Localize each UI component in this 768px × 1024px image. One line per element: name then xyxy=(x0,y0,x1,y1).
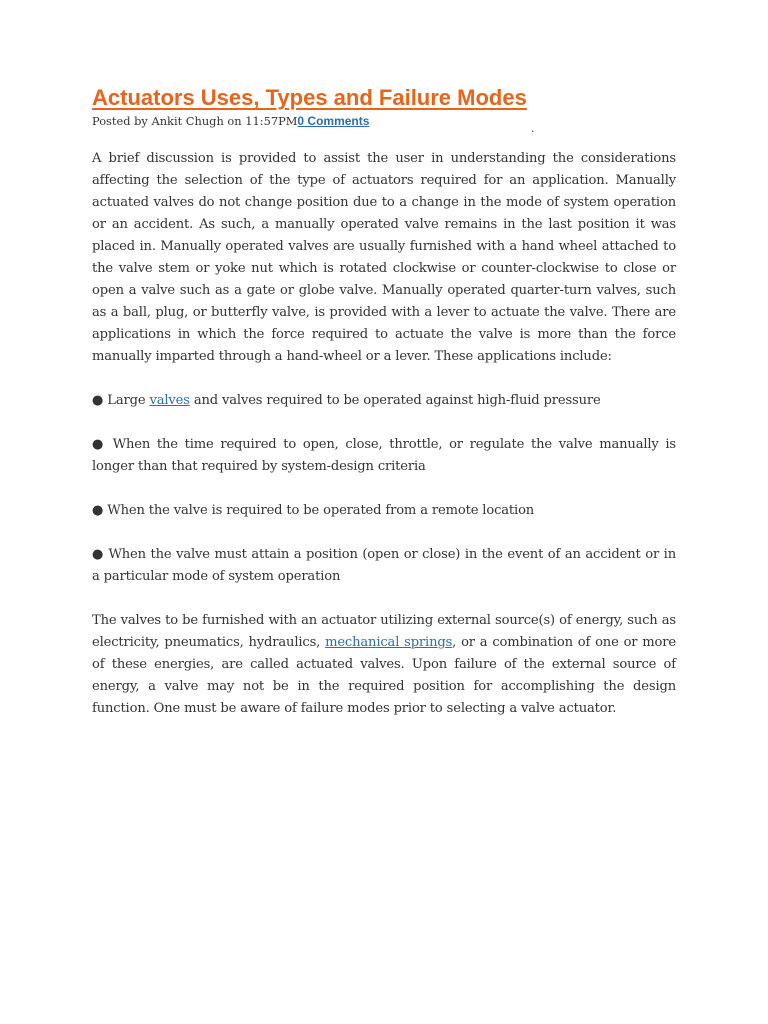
bullet-accident-position: ● When the valve must attain a position (open or close) in the event of an accident or in a particular mode of system operation xyxy=(92,547,676,584)
closing-paragraph xyxy=(92,610,676,720)
comments-link[interactable]: 0 Comments xyxy=(297,114,370,128)
valves-link[interactable]: valves xyxy=(149,393,190,408)
byline-dot: . xyxy=(531,122,535,135)
closing-after: , or a combination of one or more of these energies, are called actuated valves. Upon failure of the external source of energy, a valve may not be in the required position for accomplishing the design function. One must be aware of failure modes prior to selecting a valve actuator. xyxy=(92,635,677,716)
closing-before: The valves to be furnished with an actuator utilizing external source(s) of energy, such as electricity, pneumatics, hydraulics, xyxy=(92,613,676,650)
article xyxy=(92,84,676,720)
byline-author-time: Posted by Ankit Chugh on 11:57PM xyxy=(92,114,298,128)
bullet-1-after: and valves required to be operated against high-fluid pressure xyxy=(189,393,601,408)
bullet-remote-location: ● When the valve is required to be operated from a remote location xyxy=(92,503,535,518)
article-title-link[interactable]: Actuators Uses, Types and Failure Modes xyxy=(92,85,527,110)
byline xyxy=(92,113,676,129)
bullet-1-before: ● Large xyxy=(92,393,150,408)
intro-paragraph: A brief discussion is provided to assist the user in understanding the considerations affecting the selection of the type of actuators required for an application. Manually actuated valves do not change position due to a change in the mode of system operation or an accident. As such, a manually operated valve remains in the last position it was placed in. Manually operated valves are usually furnished with a hand wheel attached to the valve stem or yoke nut which is rotated clockwise or counter-clockwise to close or open a valve such as a gate or globe valve. Manually operated quarter-turn valves, such as a ball, plug, or butterfly valve, is provided with a lever to actuate the valve. There are applications in which the force required to actuate the valve is more than the force manually imparted through a hand-wheel or a lever. These applications include: xyxy=(92,151,676,364)
mechanical-springs-link[interactable]: mechanical springs xyxy=(325,635,453,650)
bullet-time-required: ● When the time required to open, close, throttle, or regulate the valve manually is longer than that required by system-design criteria xyxy=(92,437,676,474)
bullet-large-valves xyxy=(92,390,676,412)
